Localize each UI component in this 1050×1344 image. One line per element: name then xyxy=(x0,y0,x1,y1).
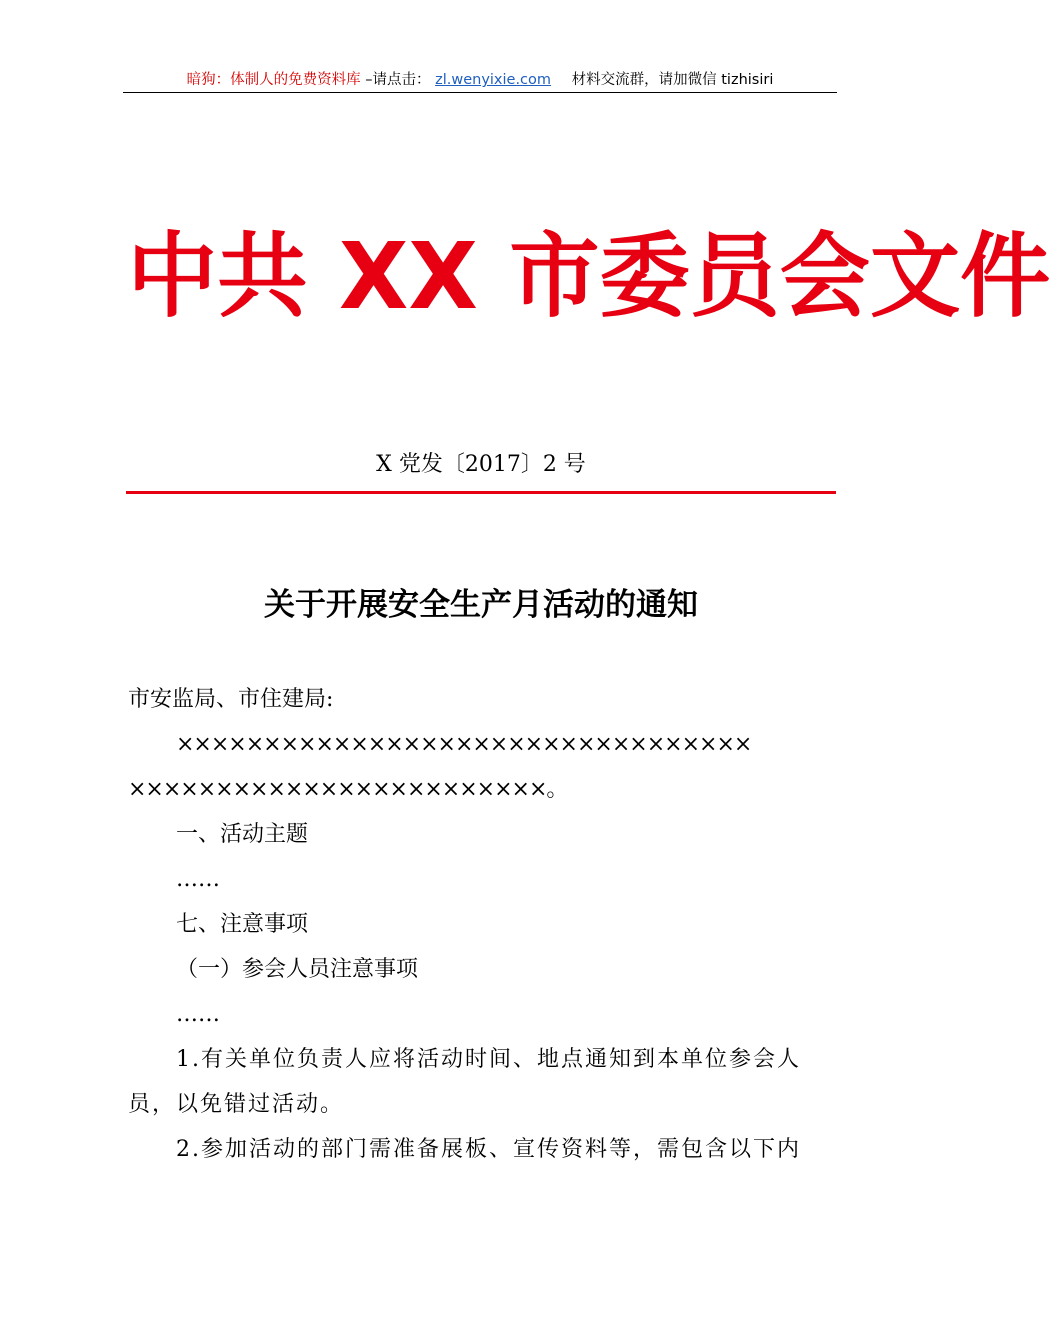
list-item-1: 1.有关单位负责人应将活动时间、地点通知到本单位参会人员，以免错过活动。 xyxy=(128,1047,801,1117)
list-item-2: 2.参加活动的部门需准备展板、宣传资料等，需包含以下内 xyxy=(176,1137,801,1162)
document-number: X 党发〔2017〕2 号 xyxy=(376,452,586,477)
body-paragraph-line1: ××××××××××××××××××××××××××××××××× xyxy=(176,732,752,757)
page-header xyxy=(123,68,837,93)
header-wechat: 材料交流群，请加微信 tizhisiri xyxy=(571,72,774,88)
header-promo: 暗狗：体制人的免费资料库 xyxy=(186,72,361,88)
body-paragraph-line2: ××××××××××××××××××××××××。 xyxy=(128,777,568,802)
document-title: 中共 XX 市委员会文件 xyxy=(127,223,1050,330)
subsection-heading-1: （一）参会人员注意事项 xyxy=(176,957,419,982)
header-click-label: –请点击： xyxy=(365,72,431,88)
ellipsis-1: …… xyxy=(176,867,220,892)
red-divider xyxy=(126,491,836,494)
recipients: 市安监局、市住建局: xyxy=(128,687,334,712)
header-link[interactable]: zl.wenyixie.com xyxy=(435,72,552,88)
section-heading-1: 一、活动主题 xyxy=(176,822,309,847)
section-heading-7: 七、注意事项 xyxy=(176,912,309,937)
ellipsis-2: …… xyxy=(176,1002,220,1027)
document-body xyxy=(128,677,834,1172)
notice-title: 关于开展安全生产月活动的通知 xyxy=(264,587,698,623)
